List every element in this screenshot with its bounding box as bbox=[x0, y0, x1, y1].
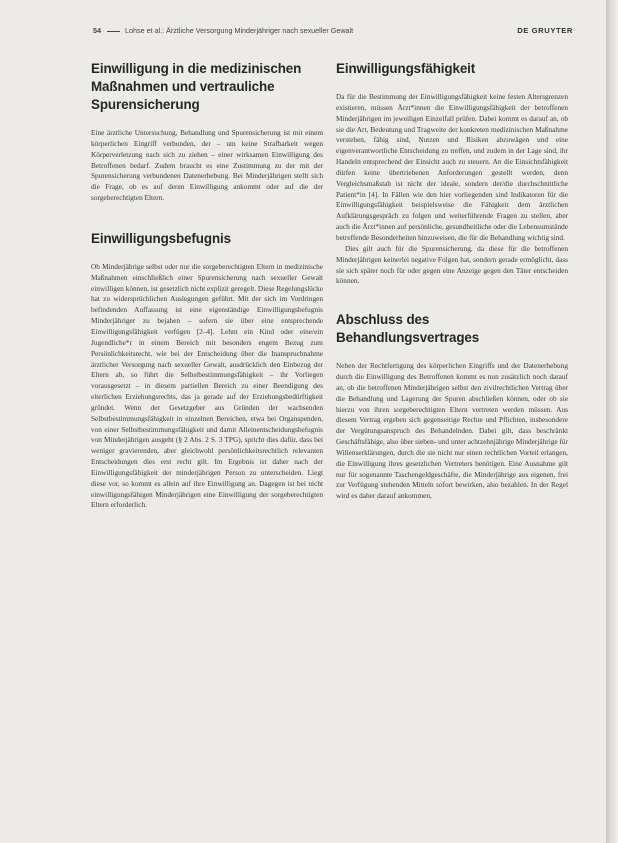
header-rule bbox=[107, 31, 120, 32]
running-header bbox=[93, 26, 573, 38]
page-edge-shadow bbox=[606, 0, 618, 843]
running-title: Lohse et al.: Ärztliche Versorgung Minderjähriger nach sexueller Gewalt bbox=[125, 26, 354, 35]
paragraph: Neben der Rechtfertigung des körperlichen Eingriffs und der Datenerhebung durch die Einwilligung des Betroffenen kommt es nun zusätzlich noch darauf an, ob die betroffenen Minderjährigen selbst den zivilrechtlichen Vertrag über die Behandlung und Lagerung der Spuren abschließen können, oder ob sie hierzu von ihren sorgeberechtigten Eltern vertreten werden müssen. Aus diesem Vertrag ergeben sich gegenseitige Rechte und Pflichten, insbesondere der Vergütungsanspruch des Behandelnden. Dabei gilt, dass beschränkt Geschäftsfähige, also über sieben- und unter achtzehnjährige Minderjährige für Willenserklärungen, durch die sie nicht nur einen rechtlichen Vorteil erlangen, die Einwilligung ihres gesetzlichen Vertreters benötigen. Eine Ausnahme gilt nur für sogenannte Taschengeldgeschäfte, die Minderjährige aus eigenen, frei zur Verfügung stehenden Mitteln sofort bewirken, also bezahlen. In der Regel wird es daher darauf ankommen, bbox=[336, 361, 568, 501]
left-column bbox=[91, 60, 323, 511]
paragraph: Eine ärztliche Untersuchung, Behandlung und Spurensicherung ist mit einem körperlichen Eingriff verbunden, der – um keine Strafbarkeit wegen Körperverletzung nach sich zu ziehen – einer wirksamen Einwilligung des Betroffenen bedarf. Zudem braucht es eine Zustimmung zu der mit der Spurensicherung verbundenen Datenerhebung. Bei Minderjährigen stellt sich die Frage, ob es auf deren Einwilligung ankommt oder auf die der sorgeberechtigten Eltern. bbox=[91, 128, 323, 203]
paragraph: Da für die Bestimmung der Einwilligungsfähigkeit keine festen Altersgrenzen existieren, müssen Ärzt*innen die Einwilligungsfähigkeit der betroffenen Minderjährigen im jeweiligen Einzelfall prüfen. Dabei kommt es darauf an, ob sie die Art, Bedeutung und Tragweite der konkreten medizinischen Maßnahme verstehen, fähig sind, Nutzen und Risiken abzuwägen und eine eigenverantwortliche Entscheidung zu treffen, und zudem in der Lage sind, ihr Handeln entsprechend der Einsicht auch zu steuern. An die Einsichtsfähigkeit dürfen keine übertriebenen Anforderungen gestellt werden, denn Vergleichsmaßstab ist nicht der ideale, sondern der/die durchschnittliche Patient*in [4]. In Fällen wie den hier vorliegenden sind Indikatoren für die Einwilligungsfähigkeit beispielsweise die Fähigkeit dem ärztlichen Aufklärungsgespräch zu folgen und weiterführende Fragen zu stellen, aber auch die Ärzt*innen auf persönliche, gesundheitliche oder die Lebensumstände betreffende Besonderheiten hinzuweisen, die für die Behandlung wichtig sind. bbox=[336, 92, 568, 242]
paragraph: Ob Minderjährige selbst oder nur die sorgeberechtigten Eltern in medizinische Maßnahmen einschließlich einer Spurensicherung nach sexueller Gewalt einwilligen können, ist gesetzlich nicht explizit geregelt. Diese Regelungslücke hat zu widersprüchlichen Auslegungen geführt. Mit der sich im Vordringen befindenden Auffassung ist eine eigenständige Einwilligungsbefugnis Minderjähriger zu bejahen – sofern sie über eine entsprechende Einwilligungsfähigkeit verfügen [2–4]. Lehnt ein Kind oder eine/ein Jugendliche*r in einem Bereich mit besonders engem Bezug zum Persönlichkeitsrecht, wie bei der Entscheidung über die Inanspruchnahme ärztlicher Versorgung nach sexueller Gewalt, ausdrücklich den Einbezug der Eltern ab, so führt die Selbstbestimmungsfähigkeit – ihr Vorliegen vorausgesetzt – in diesem partiellen Bereich zu einer Beendigung des elterlichen Erziehungsrechts, das ja gerade auf der Erziehungsbedürftigkeit gründet. Wenn der Gesetzgeber aus Gründen der wachsenden Selbstbestimmungsfähigkeit in einzelnen Bereichen, etwa bei Organspenden, von einer Selbstbestimmungsfähigkeit und damit Alleinentscheidungsbefugnis von Minderjährigen ausgeht (§ 2 Abs. 2 S. 3 TPG), spricht dies dafür, dass bei weniger gravierenden, aber gleichwohl persönlichkeitsrechtlich relevanten Entscheidungen dies erst recht gilt. Im Ergebnis ist daher nach der Einwilligungsfähigkeit der minderjährigen Person zu unterscheiden. Liegt diese vor, so kommt es allein auf ihre Einwilligung an. Dagegen ist bei nicht einwilligungsfähigen Minderjährigen eine Einwilligung der sorgeberechtigten Eltern erforderlich. bbox=[91, 261, 323, 510]
paragraph: Dies gilt auch für die Spurensicherung, da diese für die betroffenen Minderjährigen keinerlei negative Folgen hat, sondern gerade ermöglicht, dass sie sich später noch für oder gegen eine Anzeige gegen den Täter entscheiden können. bbox=[336, 243, 568, 286]
section-heading-consent: Einwilligung in die medizinischen Maßnahmen und vertrauliche Spurensicherung bbox=[91, 61, 302, 112]
section-heading-consent-capacity: Einwilligungsfähigkeit bbox=[336, 61, 476, 76]
section-heading-consent-authority: Einwilligungsbefugnis bbox=[91, 230, 231, 246]
page-number: 54 bbox=[93, 26, 101, 35]
section-heading-treatment-contract: Abschluss des Behandlungsvertrages bbox=[336, 312, 480, 346]
publisher-logo: DE GRUYTER bbox=[517, 26, 573, 35]
right-column bbox=[336, 60, 568, 502]
